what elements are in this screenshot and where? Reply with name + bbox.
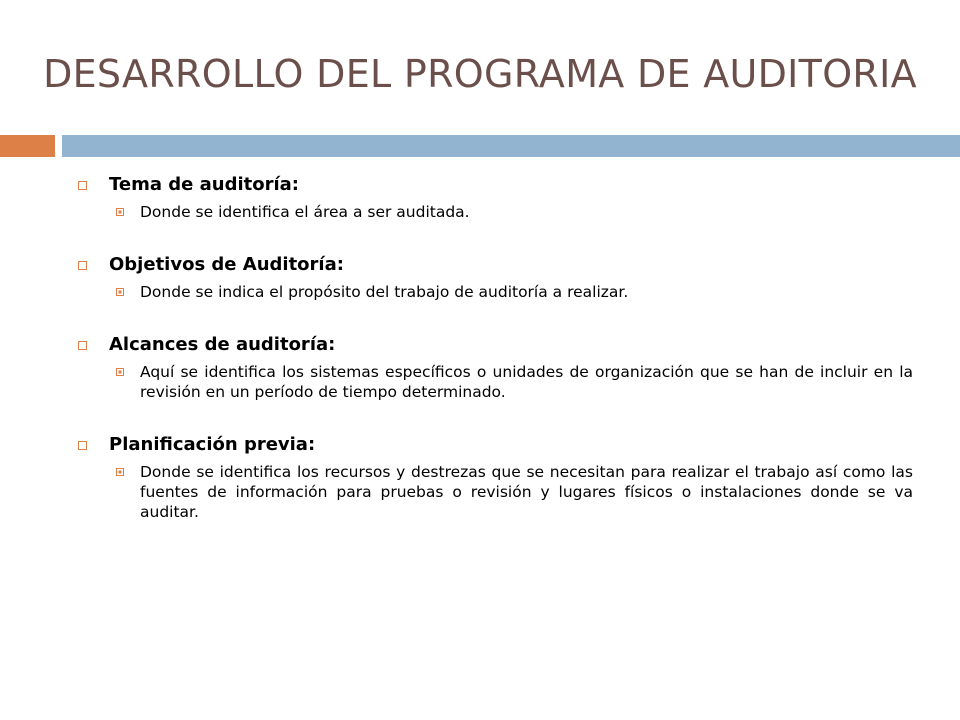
hollow-square-bullet-icon <box>78 181 87 190</box>
accent-bar <box>0 135 55 157</box>
section-heading <box>78 172 913 198</box>
section-objetivos <box>78 252 913 302</box>
detail-text: Donde se identifica el área a ser auditada. <box>140 203 470 221</box>
section-tema <box>78 172 913 222</box>
heading-text: Objetivos de Auditoría: <box>109 254 344 275</box>
detail-text: Donde se indica el propósito del trabajo de auditoría a realizar. <box>140 283 629 301</box>
header-bar <box>62 135 960 157</box>
detail-text: Donde se identifica los recursos y destrezas que se necesitan para realizar el trabajo así como las fuentes de información para pruebas o revisión y lugares físicos o instalaciones donde se va auditar. <box>140 463 913 521</box>
sub-bullet <box>116 462 913 522</box>
section-planificacion <box>78 432 913 522</box>
heading-text: Tema de auditoría: <box>109 174 300 195</box>
hollow-square-bullet-icon <box>78 261 87 270</box>
section-alcances <box>78 332 913 402</box>
section-heading <box>78 432 913 458</box>
sub-bullet <box>116 202 913 222</box>
heading-text: Planificación previa: <box>109 434 316 455</box>
slide-title: DESARROLLO DEL PROGRAMA DE AUDITORIA <box>43 52 917 96</box>
section-heading <box>78 252 913 278</box>
hollow-square-bullet-icon <box>78 441 87 450</box>
hollow-square-bullet-icon <box>78 341 87 350</box>
filled-square-bullet-icon <box>116 468 124 476</box>
section-heading <box>78 332 913 358</box>
sub-bullet <box>116 282 913 302</box>
detail-text: Aquí se identifica los sistemas específicos o unidades de organización que se han de incluir en la revisión en un período de tiempo determinado. <box>140 363 913 401</box>
filled-square-bullet-icon <box>116 288 124 296</box>
bullet-list <box>78 172 913 552</box>
heading-text: Alcances de auditoría: <box>109 334 336 355</box>
sub-bullet <box>116 362 913 402</box>
filled-square-bullet-icon <box>116 208 124 216</box>
filled-square-bullet-icon <box>116 368 124 376</box>
